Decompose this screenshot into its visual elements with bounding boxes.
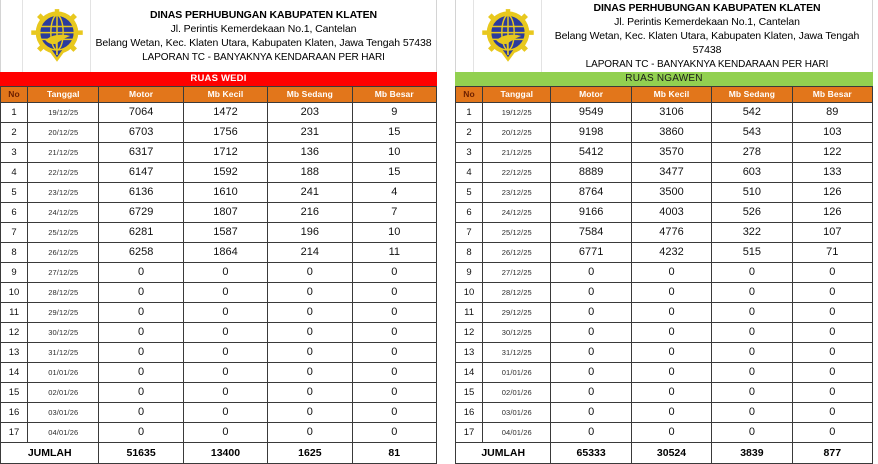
column-header-tanggal: Tanggal <box>483 87 551 103</box>
cell-mb-kecil[interactable]: 0 <box>631 343 711 363</box>
table-total-row <box>456 443 873 464</box>
cell-no[interactable]: 6 <box>1 203 28 223</box>
cell-mb-sedang[interactable]: 188 <box>268 163 352 183</box>
column-header-mb-kecil: Mb Kecil <box>183 87 267 103</box>
cell-no[interactable]: 13 <box>1 343 28 363</box>
cell-mb-sedang[interactable]: 0 <box>712 263 792 283</box>
table-row[interactable] <box>456 363 873 383</box>
cell-tanggal[interactable]: 31/12/25 <box>28 343 99 363</box>
column-header-mb-besar: Mb Besar <box>352 87 436 103</box>
table-row[interactable] <box>1 303 437 323</box>
cell-motor[interactable]: 0 <box>99 403 183 423</box>
cell-mb-kecil[interactable]: 0 <box>183 303 267 323</box>
cell-motor[interactable]: 0 <box>99 283 183 303</box>
cell-motor[interactable]: 0 <box>551 423 631 443</box>
cell-no[interactable]: 1 <box>1 103 28 123</box>
cell-tanggal[interactable]: 31/12/25 <box>483 343 551 363</box>
column-header-mb-kecil: Mb Kecil <box>631 87 711 103</box>
cell-mb-kecil[interactable]: 3570 <box>631 143 711 163</box>
cell-mb-sedang[interactable]: 0 <box>268 403 352 423</box>
total-mb-sedang: 3839 <box>712 443 792 464</box>
cell-mb-besar[interactable]: 0 <box>792 263 872 283</box>
logo-cell-right <box>474 0 542 72</box>
cell-mb-sedang[interactable]: 0 <box>268 303 352 323</box>
cell-mb-besar[interactable]: 0 <box>352 323 436 343</box>
cell-tanggal[interactable]: 21/12/25 <box>483 143 551 163</box>
cell-mb-sedang[interactable]: 0 <box>712 363 792 383</box>
dishub-globe-logo-icon <box>480 8 536 64</box>
cell-no[interactable]: 12 <box>456 323 483 343</box>
cell-mb-sedang[interactable]: 196 <box>268 223 352 243</box>
cell-no[interactable]: 12 <box>1 323 28 343</box>
letterhead-left-spacer <box>1 0 23 72</box>
cell-no[interactable]: 4 <box>456 163 483 183</box>
cell-mb-besar[interactable]: 15 <box>352 163 436 183</box>
table-row[interactable] <box>456 223 873 243</box>
org-address-line-2: Belang Wetan, Kec. Klaten Utara, Kabupaten Klaten, Jawa Tengah <box>554 30 860 42</box>
cell-motor[interactable]: 0 <box>551 263 631 283</box>
cell-mb-besar[interactable]: 133 <box>792 163 872 183</box>
cell-mb-besar[interactable]: 0 <box>792 363 872 383</box>
cell-no[interactable]: 15 <box>1 383 28 403</box>
cell-motor[interactable]: 9166 <box>551 203 631 223</box>
cell-motor[interactable]: 6136 <box>99 183 183 203</box>
cell-mb-besar[interactable]: 0 <box>352 303 436 323</box>
cell-mb-besar[interactable]: 0 <box>792 403 872 423</box>
cell-mb-kecil[interactable]: 0 <box>183 383 267 403</box>
cell-mb-besar[interactable]: 103 <box>792 123 872 143</box>
cell-mb-besar[interactable]: 10 <box>352 143 436 163</box>
cell-motor[interactable]: 7584 <box>551 223 631 243</box>
cell-mb-kecil[interactable]: 0 <box>183 283 267 303</box>
cell-mb-kecil[interactable]: 1807 <box>183 203 267 223</box>
cell-mb-kecil[interactable]: 0 <box>183 263 267 283</box>
table-row[interactable] <box>1 143 437 163</box>
table-row[interactable] <box>1 323 437 343</box>
cell-mb-sedang[interactable]: 278 <box>712 143 792 163</box>
cell-mb-besar[interactable]: 7 <box>352 203 436 223</box>
cell-no[interactable]: 4 <box>1 163 28 183</box>
cell-mb-sedang[interactable]: 0 <box>712 423 792 443</box>
cell-mb-besar[interactable]: 89 <box>792 103 872 123</box>
cell-motor[interactable]: 0 <box>99 263 183 283</box>
cell-mb-kecil[interactable]: 0 <box>631 363 711 383</box>
cell-mb-kecil[interactable]: 0 <box>183 403 267 423</box>
cell-mb-besar[interactable]: 0 <box>792 383 872 403</box>
cell-tanggal[interactable]: 04/01/26 <box>28 423 99 443</box>
cell-mb-besar[interactable]: 126 <box>792 203 872 223</box>
cell-mb-besar[interactable]: 107 <box>792 223 872 243</box>
cell-motor[interactable]: 6729 <box>99 203 183 223</box>
table-row[interactable] <box>1 163 437 183</box>
cell-no[interactable]: 16 <box>456 403 483 423</box>
cell-mb-sedang[interactable]: 216 <box>268 203 352 223</box>
cell-mb-sedang[interactable]: 0 <box>268 323 352 343</box>
table-row[interactable] <box>1 383 437 403</box>
cell-mb-sedang[interactable]: 543 <box>712 123 792 143</box>
cell-no[interactable]: 7 <box>1 223 28 243</box>
cell-mb-kecil[interactable]: 0 <box>631 323 711 343</box>
cell-tanggal[interactable]: 23/12/25 <box>28 183 99 203</box>
cell-no[interactable]: 2 <box>1 123 28 143</box>
table-ruas-ngawen <box>455 86 873 464</box>
cell-no[interactable]: 5 <box>456 183 483 203</box>
cell-motor[interactable]: 7064 <box>99 103 183 123</box>
table-row[interactable] <box>1 283 437 303</box>
cell-mb-kecil[interactable]: 1610 <box>183 183 267 203</box>
cell-mb-kecil[interactable]: 0 <box>183 363 267 383</box>
cell-mb-besar[interactable]: 0 <box>352 283 436 303</box>
table-total-row <box>1 443 437 464</box>
cell-no[interactable]: 14 <box>1 363 28 383</box>
cell-mb-kecil[interactable]: 1712 <box>183 143 267 163</box>
cell-mb-kecil[interactable]: 0 <box>183 423 267 443</box>
cell-mb-sedang[interactable]: 603 <box>712 163 792 183</box>
cell-no[interactable]: 11 <box>456 303 483 323</box>
cell-mb-kecil[interactable]: 0 <box>631 263 711 283</box>
letterhead-left <box>0 0 437 72</box>
cell-mb-sedang[interactable]: 0 <box>712 303 792 323</box>
report-ruas-wedi <box>0 0 437 464</box>
cell-mb-sedang[interactable]: 0 <box>712 403 792 423</box>
cell-no[interactable]: 2 <box>456 123 483 143</box>
cell-mb-kecil[interactable]: 4232 <box>631 243 711 263</box>
dishub-globe-logo-icon <box>29 8 85 64</box>
table-row[interactable] <box>456 403 873 423</box>
org-address-line-2: Belang Wetan, Kec. Klaten Utara, Kabupaten Klaten, Jawa Tengah 57438 <box>95 37 432 49</box>
table-row[interactable] <box>1 343 437 363</box>
total-motor: 65333 <box>551 443 631 464</box>
cell-mb-kecil[interactable]: 3477 <box>631 163 711 183</box>
cell-motor[interactable]: 0 <box>99 303 183 323</box>
cell-motor[interactable]: 6771 <box>551 243 631 263</box>
cell-mb-sedang[interactable]: 0 <box>268 423 352 443</box>
cell-mb-kecil[interactable]: 1587 <box>183 223 267 243</box>
table-row[interactable] <box>456 123 873 143</box>
table-row[interactable] <box>456 323 873 343</box>
cell-tanggal[interactable]: 23/12/25 <box>483 183 551 203</box>
cell-mb-besar[interactable]: 0 <box>352 423 436 443</box>
table-row[interactable] <box>1 183 437 203</box>
cell-no[interactable]: 5 <box>1 183 28 203</box>
table-row[interactable] <box>1 423 437 443</box>
cell-mb-sedang[interactable]: 0 <box>712 323 792 343</box>
letterhead-text-right <box>542 0 872 72</box>
cell-mb-sedang[interactable]: 214 <box>268 243 352 263</box>
header-row <box>456 87 873 103</box>
org-address-line-1: Jl. Perintis Kemerdekaan No.1, Cantelan <box>170 23 357 35</box>
table-ruas-wedi <box>0 86 437 464</box>
cell-tanggal[interactable]: 29/12/25 <box>28 303 99 323</box>
cell-tanggal[interactable]: 04/01/26 <box>483 423 551 443</box>
cell-mb-kecil[interactable]: 0 <box>631 403 711 423</box>
cell-no[interactable]: 6 <box>456 203 483 223</box>
column-header-motor: Motor <box>551 87 631 103</box>
cell-mb-besar[interactable]: 0 <box>792 303 872 323</box>
cell-no[interactable]: 8 <box>1 243 28 263</box>
cell-mb-sedang[interactable]: 0 <box>712 283 792 303</box>
org-name: DINAS PERHUBUNGAN KABUPATEN KLATEN <box>149 9 378 21</box>
table-row[interactable] <box>456 203 873 223</box>
table-row[interactable] <box>456 143 873 163</box>
cell-mb-besar[interactable]: 4 <box>352 183 436 203</box>
cell-tanggal[interactable]: 28/12/25 <box>28 283 99 303</box>
total-mb-besar: 877 <box>792 443 872 464</box>
banner-ruas-ngawen: RUAS NGAWEN <box>455 72 873 86</box>
table-row[interactable] <box>456 423 873 443</box>
cell-mb-kecil[interactable]: 1592 <box>183 163 267 183</box>
cell-mb-kecil[interactable]: 4776 <box>631 223 711 243</box>
cell-motor[interactable]: 6281 <box>99 223 183 243</box>
cell-mb-kecil[interactable]: 1864 <box>183 243 267 263</box>
table-row[interactable] <box>456 163 873 183</box>
cell-tanggal[interactable]: 24/12/25 <box>28 203 99 223</box>
cell-tanggal[interactable]: 21/12/25 <box>28 143 99 163</box>
column-header-no: No <box>456 87 483 103</box>
cell-mb-kecil[interactable]: 0 <box>183 343 267 363</box>
org-name: DINAS PERHUBUNGAN KABUPATEN KLATEN <box>593 2 821 14</box>
cell-motor[interactable]: 0 <box>99 343 183 363</box>
cell-tanggal[interactable]: 01/01/26 <box>28 363 99 383</box>
cell-mb-besar[interactable]: 0 <box>352 343 436 363</box>
cell-tanggal[interactable]: 25/12/25 <box>483 223 551 243</box>
cell-tanggal[interactable]: 27/12/25 <box>483 263 551 283</box>
cell-mb-besar[interactable]: 0 <box>352 363 436 383</box>
cell-no[interactable]: 11 <box>1 303 28 323</box>
cell-mb-besar[interactable]: 0 <box>792 423 872 443</box>
cell-tanggal[interactable]: 26/12/25 <box>483 243 551 263</box>
cell-mb-besar[interactable]: 9 <box>352 103 436 123</box>
cell-tanggal[interactable]: 02/01/26 <box>28 383 99 403</box>
org-address-line-1: Jl. Perintis Kemerdekaan No.1, Cantelan <box>614 16 800 28</box>
cell-mb-sedang[interactable]: 136 <box>268 143 352 163</box>
cell-no[interactable]: 1 <box>456 103 483 123</box>
cell-tanggal[interactable]: 03/01/26 <box>28 403 99 423</box>
cell-mb-besar[interactable]: 0 <box>352 263 436 283</box>
letterhead-text-left <box>91 0 436 72</box>
cell-motor[interactable]: 0 <box>551 363 631 383</box>
total-mb-besar: 81 <box>352 443 436 464</box>
total-mb-sedang: 1625 <box>268 443 352 464</box>
table-row[interactable] <box>456 183 873 203</box>
cell-mb-besar[interactable]: 0 <box>792 283 872 303</box>
logo-cell-left <box>23 0 91 72</box>
cell-mb-sedang[interactable]: 510 <box>712 183 792 203</box>
cell-no[interactable]: 17 <box>1 423 28 443</box>
cell-no[interactable]: 7 <box>456 223 483 243</box>
cell-no[interactable]: 9 <box>1 263 28 283</box>
table-header-left <box>1 87 437 103</box>
cell-motor[interactable]: 0 <box>99 423 183 443</box>
cell-mb-sedang[interactable]: 0 <box>268 283 352 303</box>
table-body-right <box>456 103 873 464</box>
cell-mb-kecil[interactable]: 0 <box>631 423 711 443</box>
letterhead-right-spacer <box>456 0 474 72</box>
cell-mb-kecil[interactable]: 4003 <box>631 203 711 223</box>
banner-ruas-wedi: RUAS WEDI <box>0 72 437 86</box>
cell-mb-sedang[interactable]: 0 <box>712 343 792 363</box>
cell-tanggal[interactable]: 20/12/25 <box>28 123 99 143</box>
cell-no[interactable]: 10 <box>1 283 28 303</box>
cell-no[interactable]: 15 <box>456 383 483 403</box>
cell-no[interactable]: 9 <box>456 263 483 283</box>
cell-tanggal[interactable]: 25/12/25 <box>28 223 99 243</box>
table-row[interactable] <box>1 223 437 243</box>
cell-tanggal[interactable]: 24/12/25 <box>483 203 551 223</box>
cell-mb-kecil[interactable]: 3106 <box>631 103 711 123</box>
cell-mb-sedang[interactable]: 526 <box>712 203 792 223</box>
cell-no[interactable]: 16 <box>1 403 28 423</box>
cell-tanggal[interactable]: 01/01/26 <box>483 363 551 383</box>
column-header-mb-besar: Mb Besar <box>792 87 872 103</box>
cell-mb-kecil[interactable]: 3860 <box>631 123 711 143</box>
cell-motor[interactable]: 6147 <box>99 163 183 183</box>
cell-no[interactable]: 10 <box>456 283 483 303</box>
cell-mb-besar[interactable]: 10 <box>352 223 436 243</box>
table-row[interactable] <box>1 263 437 283</box>
cell-motor[interactable]: 6703 <box>99 123 183 143</box>
cell-mb-sedang[interactable]: 203 <box>268 103 352 123</box>
cell-tanggal[interactable]: 30/12/25 <box>28 323 99 343</box>
cell-no[interactable]: 8 <box>456 243 483 263</box>
cell-no[interactable]: 14 <box>456 363 483 383</box>
cell-motor[interactable]: 0 <box>99 323 183 343</box>
org-address-line-3: 57438 <box>692 44 722 56</box>
cell-mb-sedang[interactable]: 0 <box>712 383 792 403</box>
cell-tanggal[interactable]: 22/12/25 <box>28 163 99 183</box>
cell-motor[interactable]: 8889 <box>551 163 631 183</box>
cell-mb-sedang[interactable]: 231 <box>268 123 352 143</box>
cell-no[interactable]: 17 <box>456 423 483 443</box>
cell-tanggal[interactable]: 30/12/25 <box>483 323 551 343</box>
cell-tanggal[interactable]: 19/12/25 <box>483 103 551 123</box>
column-header-mb-sedang: Mb Sedang <box>268 87 352 103</box>
cell-tanggal[interactable]: 27/12/25 <box>28 263 99 283</box>
column-header-motor: Motor <box>99 87 183 103</box>
cell-motor[interactable]: 6317 <box>99 143 183 163</box>
cell-motor[interactable]: 0 <box>551 383 631 403</box>
cell-mb-sedang[interactable]: 322 <box>712 223 792 243</box>
table-row[interactable] <box>456 343 873 363</box>
cell-tanggal[interactable]: 22/12/25 <box>483 163 551 183</box>
cell-motor[interactable]: 8764 <box>551 183 631 203</box>
cell-motor[interactable]: 0 <box>551 303 631 323</box>
cell-mb-besar[interactable]: 15 <box>352 123 436 143</box>
table-row[interactable] <box>456 283 873 303</box>
letterhead-right <box>455 0 873 72</box>
cell-mb-besar[interactable]: 0 <box>792 343 872 363</box>
table-row[interactable] <box>1 363 437 383</box>
cell-no[interactable]: 13 <box>456 343 483 363</box>
cell-tanggal[interactable]: 28/12/25 <box>483 283 551 303</box>
cell-tanggal[interactable]: 29/12/25 <box>483 303 551 323</box>
cell-mb-besar[interactable]: 0 <box>792 323 872 343</box>
cell-motor[interactable]: 0 <box>551 343 631 363</box>
column-header-tanggal: Tanggal <box>28 87 99 103</box>
cell-mb-kecil[interactable]: 0 <box>631 303 711 323</box>
cell-tanggal[interactable]: 03/01/26 <box>483 403 551 423</box>
column-header-mb-sedang: Mb Sedang <box>712 87 792 103</box>
cell-tanggal[interactable]: 02/01/26 <box>483 383 551 403</box>
cell-mb-besar[interactable]: 126 <box>792 183 872 203</box>
total-label: JUMLAH <box>1 443 99 464</box>
cell-no[interactable]: 3 <box>1 143 28 163</box>
report-title: LAPORAN TC - BANYAKNYA KENDARAAN PER HARI <box>142 52 385 63</box>
cell-mb-kecil[interactable]: 0 <box>631 283 711 303</box>
cell-no[interactable]: 3 <box>456 143 483 163</box>
cell-mb-kecil[interactable]: 3500 <box>631 183 711 203</box>
cell-mb-sedang[interactable]: 241 <box>268 183 352 203</box>
cell-mb-besar[interactable]: 71 <box>792 243 872 263</box>
cell-mb-kecil[interactable]: 0 <box>631 383 711 403</box>
cell-tanggal[interactable]: 26/12/25 <box>28 243 99 263</box>
cell-mb-besar[interactable]: 122 <box>792 143 872 163</box>
table-row[interactable] <box>456 383 873 403</box>
cell-mb-besar[interactable]: 11 <box>352 243 436 263</box>
table-row[interactable] <box>1 403 437 423</box>
report-title: LAPORAN TC - BANYAKNYA KENDARAAN PER HARI <box>585 59 829 70</box>
report-ruas-ngawen <box>455 0 873 464</box>
cell-motor[interactable]: 0 <box>551 283 631 303</box>
cell-motor[interactable]: 5412 <box>551 143 631 163</box>
table-row[interactable] <box>1 243 437 263</box>
cell-mb-sedang[interactable]: 0 <box>268 383 352 403</box>
cell-motor[interactable]: 0 <box>99 363 183 383</box>
cell-tanggal[interactable]: 19/12/25 <box>28 103 99 123</box>
cell-motor[interactable]: 0 <box>551 403 631 423</box>
cell-motor[interactable]: 0 <box>99 383 183 403</box>
table-row[interactable] <box>456 263 873 283</box>
cell-motor[interactable]: 9549 <box>551 103 631 123</box>
total-mb-kecil: 30524 <box>631 443 711 464</box>
table-row[interactable] <box>1 203 437 223</box>
cell-mb-sedang[interactable]: 542 <box>712 103 792 123</box>
header-row <box>1 87 437 103</box>
table-row[interactable] <box>1 103 437 123</box>
cell-mb-kecil[interactable]: 1472 <box>183 103 267 123</box>
cell-mb-kecil[interactable]: 0 <box>183 323 267 343</box>
cell-mb-besar[interactable]: 0 <box>352 403 436 423</box>
column-header-no: No <box>1 87 28 103</box>
total-motor: 51635 <box>99 443 183 464</box>
table-row[interactable] <box>456 303 873 323</box>
table-header-right <box>456 87 873 103</box>
cell-motor[interactable]: 9198 <box>551 123 631 143</box>
cell-mb-besar[interactable]: 0 <box>352 383 436 403</box>
table-row[interactable] <box>456 103 873 123</box>
cell-motor[interactable]: 6258 <box>99 243 183 263</box>
cell-tanggal[interactable]: 20/12/25 <box>483 123 551 143</box>
cell-mb-sedang[interactable]: 0 <box>268 363 352 383</box>
total-label: JUMLAH <box>456 443 551 464</box>
table-row[interactable] <box>1 123 437 143</box>
cell-mb-sedang[interactable]: 0 <box>268 343 352 363</box>
cell-mb-sedang[interactable]: 0 <box>268 263 352 283</box>
cell-mb-kecil[interactable]: 1756 <box>183 123 267 143</box>
total-mb-kecil: 13400 <box>183 443 267 464</box>
cell-mb-sedang[interactable]: 515 <box>712 243 792 263</box>
table-body-left <box>1 103 437 464</box>
cell-motor[interactable]: 0 <box>551 323 631 343</box>
table-row[interactable] <box>456 243 873 263</box>
